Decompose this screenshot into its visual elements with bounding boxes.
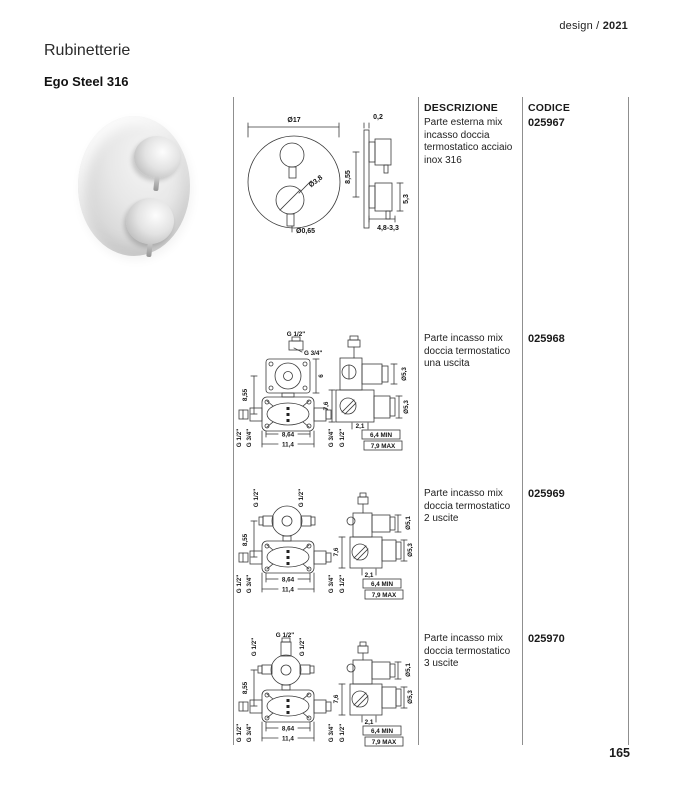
dim-total-width: 11,4 [282,441,294,449]
row-code: 025967 [528,117,565,129]
dim-depth-min: 6,4 MIN [370,581,394,588]
drawing-one-outlet [236,328,420,458]
dim-top-g12: G 1/2" [286,331,306,338]
column-header-descrizione: DESCRIZIONE [424,102,498,114]
dim-depth-max: 7,9 MAX [371,739,397,746]
photo-lower-knob [126,198,174,244]
dim-body-width: 8,64 [281,576,295,584]
cartridge-dots [287,550,290,565]
dim-outlet-top: Ø5,1 [405,663,412,677]
drawing-three-outlets [236,630,420,758]
dim-plate-diameter: Ø17 [287,117,301,124]
edition-year: 2021 [602,20,628,32]
dim-outlet-top: Ø5,3 [401,367,408,381]
dim-right-g34: G 3/4" [328,428,335,448]
dim-body-width: 8,64 [281,431,295,439]
row-description: Parte incasso mix doccia termostatico una uscita [424,333,511,369]
dim-side-height: 7,6 [333,694,340,704]
dim-centers: 8,55 [242,681,249,695]
table-rule-code [522,97,523,745]
dim-depth: 2,1 [364,719,374,726]
dim-depth-range: 4,8-3,3 [377,225,399,232]
dim-depth: 2,1 [355,423,365,430]
product-photo [70,110,200,262]
dim-pin-diameter: Ø0,65 [296,228,316,235]
dim-total-width: 11,4 [282,735,294,743]
dim-side-height: 7,6 [333,547,340,557]
page-title: Rubinetterie [44,42,131,59]
row-code: 025970 [528,633,565,645]
dim-left-g34: G 3/4" [246,574,253,594]
dim-left-g34: G 3/4" [246,428,253,448]
dim-left-g12: G 1/2" [236,723,243,743]
dim-right-g12: G 1/2" [339,574,346,594]
dim-depth-min: 6,4 MIN [369,432,393,439]
row-description: Parte esterna mix incasso doccia termostatico acciaio inox 316 [424,117,513,166]
photo-upper-knob [134,136,180,178]
dim-left-g12: G 1/2" [236,428,243,448]
page-header [559,20,628,32]
table-rule-left [233,97,234,745]
dim-plate-thickness: 0,2 [373,114,383,121]
page-number: 165 [609,746,630,760]
row-code: 025968 [528,333,565,345]
cartridge-dots [287,407,290,422]
dim-outlet-bottom: Ø5,3 [407,690,414,704]
dim-top-g34: G 3/4" [304,350,323,357]
dim-side-height: 7,6 [323,401,330,411]
dim-total-width: 11,4 [282,586,294,594]
dim-top-g12: G 1/2" [275,632,295,639]
dim-top-right-g12: G 1/2" [298,488,305,508]
dim-right-g34: G 3/4" [328,574,335,594]
photo-lower-knob-lever [146,242,153,257]
dim-centers: 8,55 [242,388,249,402]
dim-right-g34: G 3/4" [328,723,335,743]
dim-top-height: 6 [318,374,325,378]
dim-body-width: 8,64 [281,725,295,733]
table-rule-right [628,97,629,745]
dim-outlet-bottom: Ø5,3 [407,543,414,557]
row-description: Parte incasso mix doccia termostatico 2 uscite [424,488,511,524]
dim-depth: 2,1 [364,572,374,579]
dim-centers: 8,55 [242,533,249,547]
drawing-external-part [238,106,418,242]
dim-depth-max: 7,9 MAX [371,592,397,599]
dim-top-left-g12: G 1/2" [253,488,260,508]
row-code: 025969 [528,488,565,500]
dim-left-g34: G 3/4" [246,723,253,743]
dim-top-right-g12: G 1/2" [299,637,306,657]
dim-right-g12: G 1/2" [339,723,346,743]
dim-handle-depth: 5,3 [403,194,410,204]
row-description: Parte incasso mix doccia termostatico 3 uscite [424,633,511,669]
dim-outlet-top: Ø5,1 [405,516,412,530]
drawing-two-outlets [236,485,420,611]
side-view [353,123,403,228]
dim-top-left-g12: G 1/2" [251,637,258,657]
cartridge-dots [287,699,290,714]
dim-knob-diameter: Ø3,8 [307,174,325,190]
front-view [248,123,340,232]
series-title: Ego Steel 316 [44,74,129,89]
dim-right-g12: G 1/2" [339,428,346,448]
dim-depth-max: 7,9 MAX [370,443,396,450]
dim-depth-min: 6,4 MIN [370,728,394,735]
dim-centers: 8,55 [345,170,352,184]
column-header-codice: CODICE [528,102,571,114]
dim-outlet-bottom: Ø5,3 [403,400,410,414]
dim-left-g12: G 1/2" [236,574,243,594]
edition-label: design / [559,20,600,32]
